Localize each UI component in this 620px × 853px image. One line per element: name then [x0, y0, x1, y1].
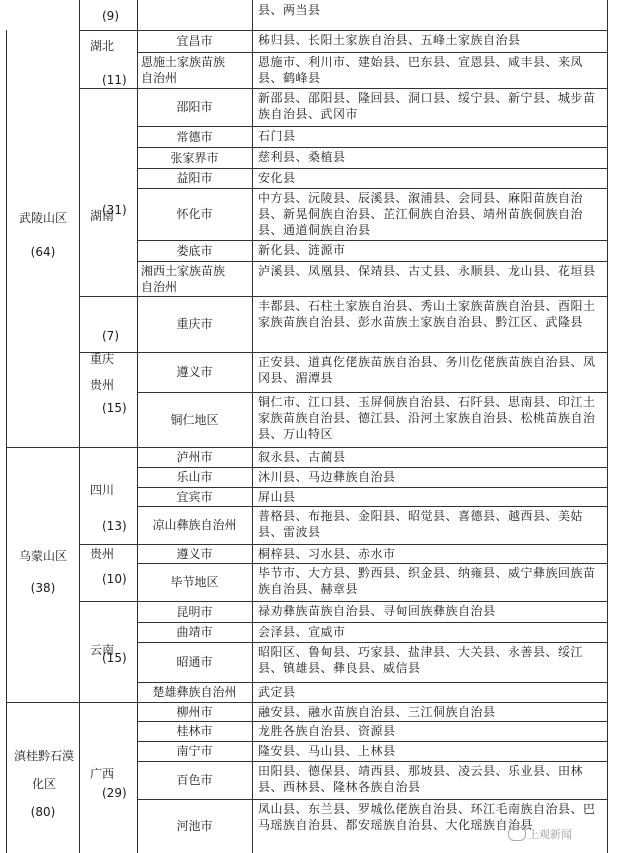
county-list: 铜仁市、江口县、玉屏侗族自治县、石阡县、思南县、印江土家族苗族自治县、德江县、沿河土家族自治县、松桃苗族自治县、万山特区: [258, 395, 596, 441]
table-hline: [137, 30, 607, 31]
region-cell: 乐山市: [176, 470, 213, 484]
region-cell: 柳州市: [176, 704, 213, 719]
region-cell: 曲靖市: [176, 625, 213, 639]
province-count: (9): [102, 9, 119, 23]
province-count: (29): [102, 786, 127, 800]
table-hline: [137, 601, 607, 602]
table-hline: [137, 642, 607, 643]
region-cell: 怀化市: [176, 207, 213, 221]
table-vline: [252, 0, 253, 853]
table-hline: [137, 741, 607, 742]
province-name: 广西: [90, 767, 115, 781]
area-name: 乌蒙山区: [18, 549, 67, 563]
county-list: 恩施市、利川市、建始县、巴东县、宣恩县、咸丰县、来凤县、鹤峰县: [258, 55, 584, 85]
county-list: 新化县、涟源市: [258, 243, 346, 257]
county-list: 屏山县: [258, 490, 296, 504]
region-cell: 桂林市: [176, 724, 213, 738]
county-list: 丰都县、石柱土家族自治县、秀山土家族苗族自治县、酉阳土家族苗族自治县、彭水苗族土家族自治县、黔江区、武隆县: [258, 299, 596, 329]
county-list: 泸溪县、凤凰县、保靖县、古丈县、永顺县、龙山县、花垣县: [258, 264, 596, 278]
table-hline: [137, 88, 607, 89]
county-list: 县、两当县: [258, 3, 321, 17]
region-cell: 湘西土家族苗族自治州: [141, 264, 226, 294]
table-vline: [79, 0, 80, 853]
province-count: (10): [102, 572, 127, 586]
table-hline: [137, 168, 607, 169]
table-hline: [79, 447, 137, 448]
table-hline: [79, 601, 137, 602]
table-hline: [137, 147, 607, 148]
table-hline: [137, 240, 607, 241]
table-vline: [607, 0, 608, 853]
table-hline: [137, 682, 607, 683]
province-count: (15): [102, 401, 127, 415]
table-hline: [79, 30, 137, 31]
province-count: (13): [102, 519, 127, 533]
county-list: 沐川县、马边彝族自治县: [258, 470, 396, 484]
province-name: 贵州: [90, 547, 115, 561]
county-list: 石门县: [258, 129, 296, 143]
region-cell: 遵义市: [176, 365, 213, 379]
region-cell: 南宁市: [176, 744, 213, 758]
county-list: 毕节市、大方县、黔西县、织金县、纳雍县、威宁彝族回族苗族自治县、赫章县: [258, 566, 596, 596]
watermark: 上观新闻: [528, 828, 572, 841]
county-list: 叙永县、古蔺县: [258, 450, 346, 464]
area-count: (64): [30, 245, 56, 259]
table-hline: [137, 721, 607, 722]
table-hline: [6, 447, 79, 448]
table-hline: [79, 296, 137, 297]
county-list: 田阳县、德保县、靖西县、那坡县、凌云县、乐业县、田林县、西林县、隆林各族自治县: [258, 764, 584, 794]
region-cell: 宜宾市: [176, 489, 213, 504]
county-list: 禄劝彝族苗族自治县、寻甸回族彝族自治县: [258, 604, 496, 618]
county-list: 武定县: [258, 685, 296, 699]
province-name: 湖北: [90, 39, 115, 53]
county-list: 普格县、布拖县、金阳县、昭觉县、喜德县、越西县、美姑县、雷波县: [258, 509, 584, 539]
county-list: 慈利县、桑植县: [258, 150, 346, 164]
table-hline: [137, 761, 607, 762]
province-count: (31): [102, 203, 127, 217]
area-name: 滇桂黔石漠化区: [14, 749, 75, 791]
county-list: 会泽县、宣威市: [258, 625, 346, 639]
table-vline: [137, 0, 138, 853]
province-count: (15): [102, 651, 127, 665]
region-cell: 娄底市: [176, 243, 213, 258]
table-hline: [79, 544, 137, 545]
region-cell: 毕节地区: [170, 575, 219, 589]
region-cell: 宜昌市: [176, 34, 213, 48]
table-hline: [137, 261, 607, 262]
province-name: 四川: [90, 483, 115, 497]
region-cell: 益阳市: [176, 171, 213, 185]
table-hline: [79, 702, 137, 703]
province-name: 云南: [90, 643, 115, 657]
table-hline: [137, 52, 607, 53]
county-list: 秭归县、长阳土家族自治县、五峰土家族自治县: [258, 33, 521, 47]
area-count: (38): [30, 581, 56, 595]
county-list: 隆安县、马山县、上林县: [258, 744, 396, 758]
county-list: 正安县、道真仡佬族苗族自治县、务川仡佬族苗族自治县、凤冈县、湄潭县: [258, 355, 596, 385]
region-cell: 泸州市: [176, 450, 213, 464]
county-list: 安化县: [258, 171, 296, 185]
region-cell: 常德市: [176, 129, 213, 144]
province-name: 重庆: [90, 352, 115, 366]
province-count: (11): [102, 73, 127, 87]
region-cell: 遵义市: [176, 546, 213, 561]
county-list: 融安县、融水苗族自治县、三江侗族自治县: [258, 705, 496, 719]
region-cell: 重庆市: [176, 317, 213, 331]
province-name: 湖南: [90, 209, 115, 223]
table-hline: [137, 296, 607, 297]
wechat-icon: [508, 827, 526, 841]
table-hline: [137, 188, 607, 189]
region-cell: 昭通市: [176, 655, 213, 669]
table-hline: [137, 126, 607, 127]
table-hline: [6, 702, 79, 703]
table-hline: [137, 799, 607, 800]
region-cell: 邵阳市: [176, 100, 213, 114]
table-hline: [137, 447, 607, 448]
table-hline: [137, 352, 607, 353]
county-list: 昭阳区、鲁甸县、巧家县、盐津县、大关县、永善县、绥江县、镇雄县、彝良县、威信县: [258, 645, 584, 675]
county-list: 中方县、沅陵县、辰溪县、溆浦县、会同县、麻阳苗族自治县、新晃侗族自治县、芷江侗族自治县、靖州苗族侗族自治县、通道侗族自治县: [258, 191, 584, 237]
county-list: 桐梓县、习水县、赤水市: [258, 547, 396, 561]
region-cell: 河池市: [176, 819, 213, 833]
table-hline: [137, 506, 607, 507]
table-hline: [137, 467, 607, 468]
province-name: 贵州: [90, 378, 115, 392]
county-list: 新邵县、邵阳县、隆回县、洞口县、绥宁县、新宁县、城步苗族自治县、武冈市: [258, 91, 596, 121]
area-count: (80): [30, 805, 56, 819]
region-cell: 百色市: [176, 773, 213, 787]
region-cell: 张家界市: [170, 150, 219, 165]
county-list: 龙胜各族自治县、资源县: [258, 724, 396, 738]
region-cell: 凉山彝族自治州: [152, 518, 237, 532]
county-list: 凤山县、东兰县、罗城仫佬族自治县、环江毛南族自治县、巴马瑶族自治县、都安瑶族自治县、大化瑶族自治县: [258, 802, 596, 832]
table-hline: [137, 622, 607, 623]
table-hline: [137, 392, 607, 393]
table-hline: [137, 563, 607, 564]
table-vline: [6, 30, 7, 853]
table-hline: [79, 88, 137, 89]
region-cell: 铜仁地区: [170, 412, 219, 427]
region-cell: 楚雄彝族自治州: [152, 685, 237, 699]
area-name: 武陵山区: [18, 211, 67, 225]
region-cell: 昆明市: [176, 604, 213, 619]
region-cell: 恩施土家族苗族自治州: [141, 55, 226, 85]
province-count: (7): [102, 329, 119, 343]
